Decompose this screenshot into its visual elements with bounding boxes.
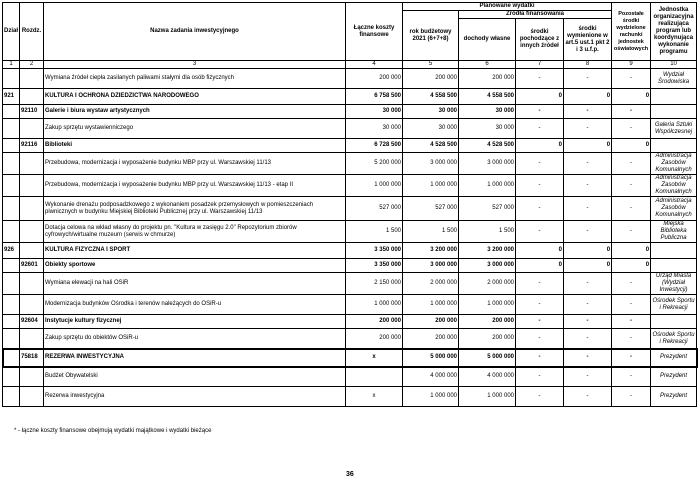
cell-c7: - [516, 349, 564, 367]
cell-name: REZERWA INWESTYCYJNA [44, 349, 346, 367]
cell-rozdz [20, 273, 44, 295]
cell-plan: 3 000 000 [403, 259, 459, 273]
cell-unit: Administracja Zasobów Komunalnych [651, 153, 697, 175]
cell-unit [651, 89, 697, 105]
cell-unit: Wydział Środowiska [651, 69, 697, 89]
table-row [3, 105, 697, 119]
cell-c7: - [516, 197, 564, 221]
cell-dochody: 1 000 000 [459, 295, 516, 315]
column-number: 2 [20, 61, 44, 69]
cell-c9: 0 [612, 89, 651, 105]
table-row [3, 175, 697, 197]
cell-dzial [3, 69, 20, 89]
footnote: * - łączne koszty finansowe obejmują wydatki majątkowe i wydatki bieżące [14, 428, 212, 434]
cell-c7: - [516, 273, 564, 295]
cell-total: 200 000 [346, 315, 403, 329]
cell-c8: 0 [564, 259, 612, 273]
table-row [3, 69, 697, 89]
column-number: 6 [459, 61, 516, 69]
cell-c7: - [516, 367, 564, 387]
cell-c9: - [612, 197, 651, 221]
header-srodki-inne: środki pochodzące z innych źródeł [516, 19, 564, 61]
cell-dochody: 30 000 [459, 119, 516, 139]
cell-c8: - [564, 367, 612, 387]
cell-c7: - [516, 295, 564, 315]
cell-c7: 0 [516, 139, 564, 153]
table-row [3, 349, 697, 367]
cell-plan: 1 500 [403, 221, 459, 243]
cell-total: 30 000 [346, 105, 403, 119]
cell-plan: 2 000 000 [403, 273, 459, 295]
cell-unit: Prezydent [651, 367, 697, 387]
cell-unit: Ośrodek Sportu i Rekreacji [651, 295, 697, 315]
cell-name: Instytucje kultury fizycznej [44, 315, 346, 329]
cell-c8: - [564, 329, 612, 349]
cell-c8: - [564, 273, 612, 295]
cell-c7: - [516, 105, 564, 119]
header-laczne: Łączne koszty finansowe [346, 3, 403, 61]
cell-unit: Administracja Zasobów Komunalnych [651, 197, 697, 221]
cell-unit: Miejska Biblioteka Publiczna [651, 221, 697, 243]
cell-c7: - [516, 69, 564, 89]
header-rozdz: Rozdz. [20, 3, 44, 61]
cell-name: Wykonanie drenażu podposadzkowego z wykonaniem posadzek przemysłowych w pomieszczeniach piwnicznych w budynku Miejskiej Biblioteki Publicznej przy ul. Warszawskiej 11/13 [44, 197, 346, 221]
cell-dzial [3, 329, 20, 349]
cell-total: 2 150 000 [346, 273, 403, 295]
cell-unit: Ośrodek Sportu i Rekreacji [651, 329, 697, 349]
cell-unit [651, 315, 697, 329]
cell-total: x [346, 349, 403, 367]
cell-unit: Urząd Miasta (Wydział Inwestycji) [651, 273, 697, 295]
cell-name: KULTURA FIZYCZNA I SPORT [44, 243, 346, 259]
table-row [3, 387, 697, 407]
cell-dzial [3, 197, 20, 221]
cell-total: 30 000 [346, 119, 403, 139]
table-row [3, 259, 697, 273]
cell-c9: - [612, 175, 651, 197]
cell-total: 200 000 [346, 329, 403, 349]
cell-dochody: 1 000 000 [459, 175, 516, 197]
cell-plan: 527 000 [403, 197, 459, 221]
table-row [3, 295, 697, 315]
cell-unit: Administracja Zasobów Komunalnych [651, 175, 697, 197]
cell-dzial [3, 295, 20, 315]
cell-name: Biblioteki [44, 139, 346, 153]
table-row [3, 315, 697, 329]
header-rok: rok budżetowy 2021 (6+7+8) [403, 11, 459, 61]
table-row [3, 197, 697, 221]
cell-unit: Prezydent [651, 387, 697, 407]
cell-dochody: 200 000 [459, 315, 516, 329]
cell-unit [651, 139, 697, 153]
column-number: 4 [346, 61, 403, 69]
cell-name: KULTURA I OCHRONA DZIEDZICTWA NARODOWEGO [44, 89, 346, 105]
header-dochody: dochody własne [459, 19, 516, 61]
cell-name: Rezerwa inwestycyjna [44, 387, 346, 407]
cell-c7: - [516, 221, 564, 243]
cell-dzial [3, 221, 20, 243]
cell-c8: - [564, 349, 612, 367]
cell-c8: 0 [564, 89, 612, 105]
cell-rozdz [20, 89, 44, 105]
cell-dochody: 527 000 [459, 197, 516, 221]
cell-rozdz [20, 153, 44, 175]
cell-c7: - [516, 119, 564, 139]
cell-dochody: 3 200 000 [459, 243, 516, 259]
cell-rozdz [20, 175, 44, 197]
cell-dochody: 3 000 000 [459, 259, 516, 273]
table-row [3, 221, 697, 243]
cell-plan: 4 528 500 [403, 139, 459, 153]
cell-dzial [3, 105, 20, 119]
cell-rozdz [20, 367, 44, 387]
cell-rozdz [20, 197, 44, 221]
cell-unit [651, 243, 697, 259]
cell-dzial [3, 119, 20, 139]
cell-rozdz [20, 329, 44, 349]
cell-c8: - [564, 175, 612, 197]
cell-dzial: 926 [3, 243, 20, 259]
cell-c7: - [516, 175, 564, 197]
cell-rozdz [20, 387, 44, 407]
cell-total: 200 000 [346, 69, 403, 89]
cell-total: 3 350 000 [346, 243, 403, 259]
cell-c7: 0 [516, 89, 564, 105]
cell-rozdz [20, 221, 44, 243]
cell-name: Zakup sprzętu wystawienniczego [44, 119, 346, 139]
cell-total: 6 758 500 [346, 89, 403, 105]
column-numbers-row [3, 61, 697, 69]
column-number: 8 [564, 61, 612, 69]
table-row [3, 89, 697, 105]
cell-total: 1 000 000 [346, 175, 403, 197]
cell-c9: - [612, 329, 651, 349]
header-dzial: Dział [3, 3, 20, 61]
cell-name: Budżet Obywatelski [44, 367, 346, 387]
cell-unit: Prezydent [651, 349, 697, 367]
cell-c9: - [612, 119, 651, 139]
cell-c9: - [612, 367, 651, 387]
cell-dochody: 5 000 000 [459, 349, 516, 367]
cell-unit [651, 105, 697, 119]
column-number: 9 [612, 61, 651, 69]
cell-c9: - [612, 315, 651, 329]
cell-rozdz: 75818 [20, 349, 44, 367]
cell-dzial [3, 273, 20, 295]
cell-plan: 200 000 [403, 329, 459, 349]
cell-name: Dotacja celowa na wkład własny do projektu pn. "Kultura w zasięgu 2.0" Repozytorium zbiorów cyfrowych/wirtualne muzeum (serwis w chmurze) [44, 221, 346, 243]
cell-c8: - [564, 221, 612, 243]
cell-dzial [3, 315, 20, 329]
cell-c9: - [612, 273, 651, 295]
table-row [3, 329, 697, 349]
cell-c9: 0 [612, 243, 651, 259]
cell-dochody: 4 528 500 [459, 139, 516, 153]
cell-c9: 0 [612, 139, 651, 153]
cell-c9: - [612, 295, 651, 315]
cell-plan: 4 558 500 [403, 89, 459, 105]
cell-c8: - [564, 197, 612, 221]
cell-dochody: 3 000 000 [459, 153, 516, 175]
cell-c9: - [612, 221, 651, 243]
cell-dochody: 1 500 [459, 221, 516, 243]
cell-c8: - [564, 119, 612, 139]
cell-dochody: 4 558 500 [459, 89, 516, 105]
cell-total: 1 000 000 [346, 295, 403, 315]
table-row [3, 367, 697, 387]
table-row [3, 139, 697, 153]
cell-c9: 0 [612, 259, 651, 273]
cell-name: Przebudowa, modernizacja i wyposażenie budynku MBP przy ul. Warszawskiej 11/13 - etap II [44, 175, 346, 197]
cell-dochody: 2 000 000 [459, 273, 516, 295]
header-nazwa: Nazwa zadania inwestycyjnego [44, 3, 346, 61]
cell-name: Modernizacja budynków Ośrodka i terenów należących do OSiR-u [44, 295, 346, 315]
cell-total: 5 200 000 [346, 153, 403, 175]
cell-dzial [3, 387, 20, 407]
page-number: 36 [346, 471, 354, 478]
cell-dochody: 200 000 [459, 329, 516, 349]
investment-table [2, 2, 697, 407]
cell-c8: - [564, 153, 612, 175]
cell-rozdz: 92110 [20, 105, 44, 119]
column-number: 10 [651, 61, 697, 69]
cell-dzial [3, 153, 20, 175]
table-row [3, 119, 697, 139]
cell-name: Wymiana źródeł ciepła zasilanych paliwami stałymi dla osób fizycznych [44, 69, 346, 89]
cell-c8: - [564, 69, 612, 89]
cell-c8: - [564, 315, 612, 329]
column-number: 1 [3, 61, 20, 69]
cell-plan: 200 000 [403, 69, 459, 89]
column-number: 5 [403, 61, 459, 69]
cell-rozdz [20, 243, 44, 259]
cell-plan: 30 000 [403, 105, 459, 119]
cell-c8: 0 [564, 139, 612, 153]
table-row [3, 273, 697, 295]
cell-total: 6 728 500 [346, 139, 403, 153]
cell-dzial [3, 349, 20, 367]
cell-total: 3 350 000 [346, 259, 403, 273]
cell-c7: - [516, 315, 564, 329]
column-number: 3 [44, 61, 346, 69]
cell-plan: 4 000 000 [403, 367, 459, 387]
header-zrodla: Źródła finansowania [459, 11, 612, 19]
cell-name: Galerie i biura wystaw artystycznych [44, 105, 346, 119]
cell-plan: 3 200 000 [403, 243, 459, 259]
cell-plan: 1 000 000 [403, 387, 459, 407]
cell-dzial [3, 175, 20, 197]
cell-c8: - [564, 105, 612, 119]
cell-rozdz [20, 295, 44, 315]
header-srodki-wym: środki wymienione w art.5 ust.1 pkt 2 i 3 u.f.p. [564, 19, 612, 61]
cell-dochody: 1 000 000 [459, 387, 516, 407]
cell-dzial [3, 139, 20, 153]
cell-total: x [346, 387, 403, 407]
header-pozostale: Pozostałe środki wydzielone rachunki jednostek oświatowych [612, 3, 651, 61]
cell-dochody: 4 000 000 [459, 367, 516, 387]
cell-rozdz: 92116 [20, 139, 44, 153]
cell-dzial: 921 [3, 89, 20, 105]
cell-plan: 3 000 000 [403, 153, 459, 175]
cell-c8: 0 [564, 243, 612, 259]
cell-c9: - [612, 69, 651, 89]
cell-plan: 1 000 000 [403, 295, 459, 315]
cell-c8: - [564, 295, 612, 315]
cell-rozdz [20, 69, 44, 89]
cell-name: Zakup sprzętu do obiektów OSiR-u [44, 329, 346, 349]
cell-c9: - [612, 387, 651, 407]
table-row [3, 153, 697, 175]
header-planowane: Planowane wydatki [403, 3, 612, 11]
cell-c8: - [564, 387, 612, 407]
cell-plan: 200 000 [403, 315, 459, 329]
cell-c9: - [612, 153, 651, 175]
cell-total: 527 000 [346, 197, 403, 221]
cell-c7: - [516, 329, 564, 349]
cell-name: Wymiana elewacji na hali OSiR [44, 273, 346, 295]
table-row [3, 243, 697, 259]
cell-dzial [3, 259, 20, 273]
cell-c9: - [612, 105, 651, 119]
cell-c9: - [612, 349, 651, 367]
cell-name: Przebudowa, modernizacja i wyposażenie budynku MBP przy ul. Warszawskiej 11/13 [44, 153, 346, 175]
cell-rozdz: 92604 [20, 315, 44, 329]
cell-unit: Galeria Sztuki Współczesnej [651, 119, 697, 139]
cell-c7: 0 [516, 243, 564, 259]
header-jednostka: Jednostka organizacyjna realizująca program lub koordynująca wykonanie programu [651, 3, 697, 61]
cell-c7: 0 [516, 259, 564, 273]
column-number: 7 [516, 61, 564, 69]
cell-dzial [3, 367, 20, 387]
cell-total [346, 367, 403, 387]
cell-unit [651, 259, 697, 273]
cell-plan: 30 000 [403, 119, 459, 139]
cell-dochody: 30 000 [459, 105, 516, 119]
cell-plan: 1 000 000 [403, 175, 459, 197]
cell-c7: - [516, 387, 564, 407]
cell-c7: - [516, 153, 564, 175]
cell-total: 1 500 [346, 221, 403, 243]
cell-rozdz: 92601 [20, 259, 44, 273]
cell-rozdz [20, 119, 44, 139]
cell-plan: 5 000 000 [403, 349, 459, 367]
cell-name: Obiekty sportowe [44, 259, 346, 273]
cell-dochody: 200 000 [459, 69, 516, 89]
